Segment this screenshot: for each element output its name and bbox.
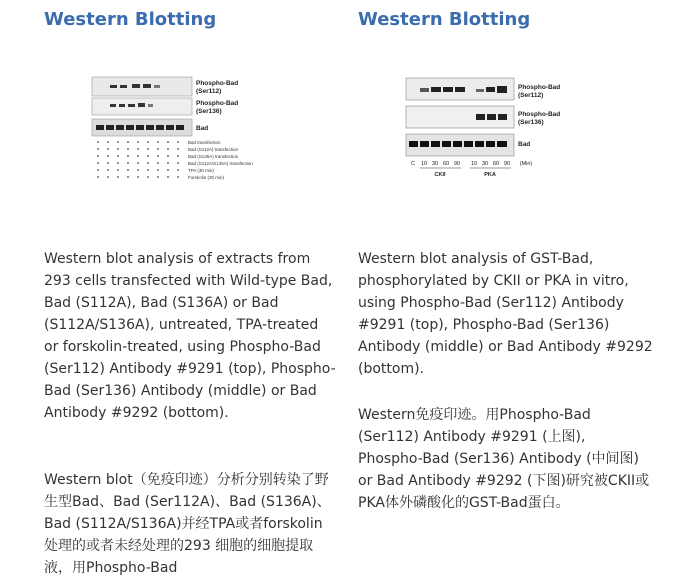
right-band-label: Bad <box>518 141 531 148</box>
lane-label: 90 <box>503 161 511 167</box>
right-description-en: Western blot analysis of GST-Bad, phosphorylated by CKII or PKA in vitro, using Phospho-Bad (Ser112) Antibody #9291 (top), Phospho-Bad (Ser136) Antibody (middle) or Bad Antibody #9292 (bottom). <box>358 251 653 377</box>
lane-label: 10 <box>420 161 428 167</box>
left-blot-image <box>90 74 280 192</box>
right-heading: Western Blotting <box>358 9 531 30</box>
group-label-ckii: CKII <box>434 172 446 178</box>
left-legend-item: TPA (30 min) <box>188 168 214 173</box>
left-band-label: Phospho-Bad <box>196 100 239 107</box>
lane-label: 10 <box>470 161 478 167</box>
lane-label: 60 <box>492 161 500 167</box>
right-band-label: (Ser136) <box>518 119 544 126</box>
left-legend-item: Bad transfection <box>188 140 221 145</box>
right-description-zh: Western免疫印迹。用Phospho-Bad (Ser112) Antibody #9291 (上图), Phospho-Bad (Ser136) Antibody (中间图) or Bad Antibody #9292 (下图)研究被CKII或PKA体外磷酸化的GST-Bad蛋白。 <box>358 407 650 511</box>
left-band-label: (Ser112) <box>196 88 222 95</box>
left-legend-item: Bad (S112A) transfection <box>188 147 238 152</box>
right-band-label: Phospho-Bad <box>518 84 561 91</box>
lane-label: 60 <box>442 161 450 167</box>
left-description-zh: Western blot（免疫印迹）分析分别转染了野生型Bad、Bad (Ser112A)、Bad (S136A)、Bad (S112A/S136A)并经TPA或者forskolin处理的或者未经处理的293 细胞的细胞提取液，用Phospho-Bad <box>44 472 331 576</box>
lane-label: 30 <box>431 161 439 167</box>
left-heading: Western Blotting <box>44 9 217 30</box>
group-label-pka: PKA <box>484 172 496 178</box>
left-legend-item: Forskolin (30 min) <box>188 175 225 180</box>
right-western-blot-figure <box>404 74 604 186</box>
left-legend-item: Bad (S136A) transfection <box>188 154 239 159</box>
left-band-label: (Ser136) <box>196 108 222 115</box>
lane-label: 90 <box>453 161 461 167</box>
lane-unit-label: (Min) <box>519 161 533 167</box>
right-blot-image <box>404 74 604 186</box>
left-legend-item: Bad (S112A/S136A) transfection <box>188 161 253 166</box>
lane-label: 30 <box>481 161 489 167</box>
lane-label: C <box>411 161 415 167</box>
left-western-blot-figure <box>90 74 280 192</box>
left-band-label: Bad <box>196 125 209 132</box>
right-band-label: (Ser112) <box>518 92 544 99</box>
left-band-label: Phospho-Bad <box>196 80 239 87</box>
right-band-label: Phospho-Bad <box>518 111 561 118</box>
left-description-en: Western blot analysis of extracts from 293 cells transfected with Wild-type Bad, Bad (S112A), Bad (S136A) or Bad (S112A/S136A), untreated, TPA-treated or forskolin-treated, using Phospho-Bad (Ser112) Antibody #9291 (top), Phospho-Bad (Ser136) Antibody (middle) or Bad Antibody #9292 (bottom). <box>44 251 336 421</box>
